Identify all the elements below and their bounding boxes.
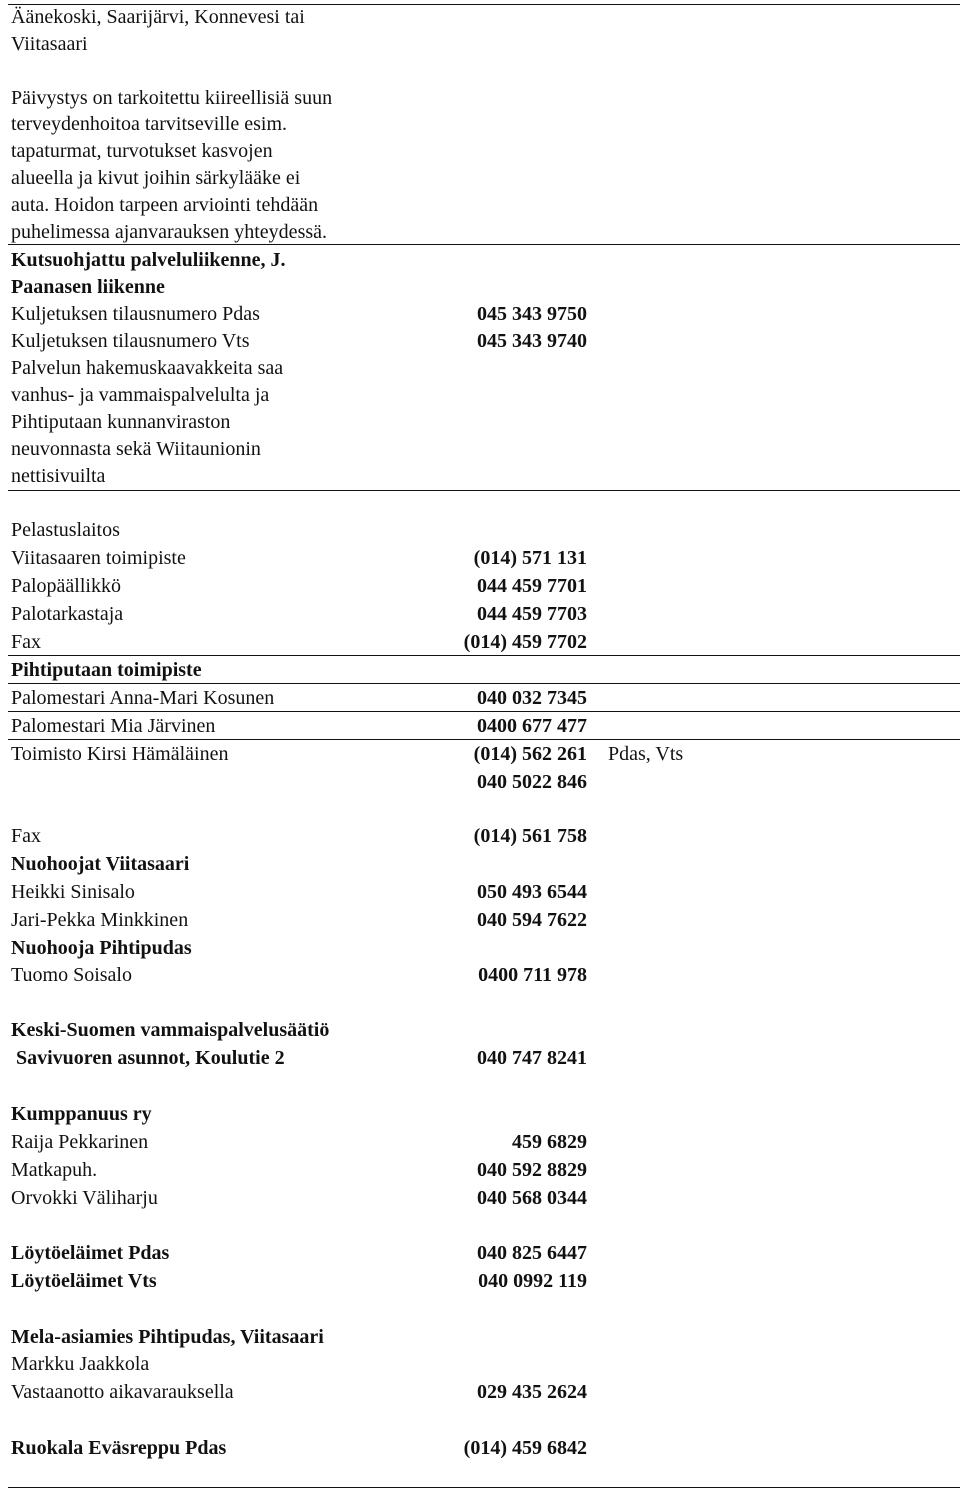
phone-number: 040 594 7622 — [477, 909, 587, 931]
contact-label: Jari-Pekka Minkkinen — [11, 909, 189, 931]
table-rule — [8, 490, 960, 491]
contact-label: Raija Pekkarinen — [11, 1131, 149, 1153]
transport-note: vanhus- ja vammaispalvelulta ja — [11, 384, 270, 406]
transport-note: Palvelun hakemuskaavakkeita saa — [11, 357, 284, 379]
phone-number: 040 5022 846 — [477, 771, 587, 793]
intro-line: Viitasaari — [11, 33, 88, 55]
transport-heading: Kutsuohjattu palveluliikenne, J. — [11, 249, 286, 271]
intro-line: puhelimessa ajanvarauksen yhteydessä. — [11, 221, 328, 243]
phone-number: (014) 562 261 — [473, 743, 587, 765]
phone-number: (014) 571 131 — [473, 547, 587, 569]
phone-number: 0400 677 477 — [477, 715, 587, 737]
partnership-heading: Kumppanuus ry — [11, 1103, 152, 1125]
sweeps-heading: Nuohoojat Viitasaari — [11, 853, 190, 875]
phone-number: 029 435 2624 — [477, 1381, 587, 1403]
contact-label: Palopäällikkö — [11, 575, 121, 597]
intro-line: tapaturmat, turvotukset kasvojen — [11, 140, 273, 162]
phone-number: 040 747 8241 — [477, 1047, 587, 1069]
table-rule — [8, 1487, 960, 1488]
phone-number: 459 6829 — [512, 1131, 587, 1153]
contact-label: Ruokala Eväsreppu Pdas — [11, 1437, 227, 1459]
intro-line: terveydenhoitoa tarvitseville esim. — [11, 113, 288, 135]
intro-line: alueella ja kivut joihin särkylääke ei — [11, 167, 301, 189]
phone-number: 044 459 7703 — [477, 603, 587, 625]
contact-label: Palotarkastaja — [11, 603, 124, 625]
mela-heading: Mela-asiamies Pihtipudas, Viitasaari — [11, 1326, 324, 1348]
transport-note: neuvonnasta sekä Wiitaunionin — [11, 438, 261, 460]
contact-label: Orvokki Väliharju — [11, 1187, 158, 1209]
transport-heading: Paanasen liikenne — [11, 276, 165, 298]
contact-label: Fax — [11, 825, 41, 847]
sweeps-heading: Nuohooja Pihtipudas — [11, 937, 192, 959]
foundation-heading: Keski-Suomen vammaispalvelusäätiö — [11, 1019, 330, 1041]
rescue-subheading: Pihtiputaan toimipiste — [11, 659, 202, 681]
intro-line: Päivystys on tarkoitettu kiireellisiä suun — [11, 87, 333, 109]
contact-label: Kuljetuksen tilausnumero Pdas — [11, 303, 260, 325]
phone-number: (014) 459 6842 — [463, 1437, 587, 1459]
phone-number: 044 459 7701 — [477, 575, 587, 597]
contact-label: Tuomo Soisalo — [11, 964, 132, 986]
contact-label: Löytöeläimet Vts — [11, 1270, 157, 1292]
phone-number: 040 032 7345 — [477, 687, 587, 709]
contact-label: Fax — [11, 631, 41, 653]
phone-number: 040 592 8829 — [477, 1159, 587, 1181]
contact-label: Löytöeläimet Pdas — [11, 1242, 170, 1264]
contact-name: Markku Jaakkola — [11, 1353, 150, 1375]
transport-note: Pihtiputaan kunnanviraston — [11, 411, 231, 433]
contact-label: Viitasaaren toimipiste — [11, 547, 186, 569]
phone-number: 040 568 0344 — [477, 1187, 587, 1209]
area-note: Pdas, Vts — [608, 743, 684, 765]
phone-number: 045 343 9750 — [477, 303, 587, 325]
fax-number: (014) 561 758 — [473, 825, 587, 847]
contact-label: Kuljetuksen tilausnumero Vts — [11, 330, 250, 352]
contact-label: Toimisto Kirsi Hämäläinen — [11, 743, 229, 765]
phone-number: 045 343 9740 — [477, 330, 587, 352]
phone-number: 0400 711 978 — [478, 964, 587, 986]
intro-line: auta. Hoidon tarpeen arviointi tehdään — [11, 194, 319, 216]
phone-number: 050 493 6544 — [477, 881, 587, 903]
contact-label: Matkapuh. — [11, 1159, 98, 1181]
rescue-heading: Pelastuslaitos — [11, 519, 120, 541]
contact-label: Savivuoren asunnot, Koulutie 2 — [11, 1047, 285, 1069]
contact-label: Heikki Sinisalo — [11, 881, 135, 903]
fax-number: (014) 459 7702 — [463, 631, 587, 653]
intro-line: Äänekoski, Saarijärvi, Konnevesi tai — [11, 6, 305, 28]
contact-label: Vastaanotto aikavarauksella — [11, 1381, 234, 1403]
contact-label: Palomestari Anna-Mari Kosunen — [11, 687, 275, 709]
contact-label: Palomestari Mia Järvinen — [11, 715, 216, 737]
phone-number: 040 0992 119 — [478, 1270, 587, 1292]
phone-number: 040 825 6447 — [477, 1242, 587, 1264]
transport-note: nettisivuilta — [11, 465, 106, 487]
